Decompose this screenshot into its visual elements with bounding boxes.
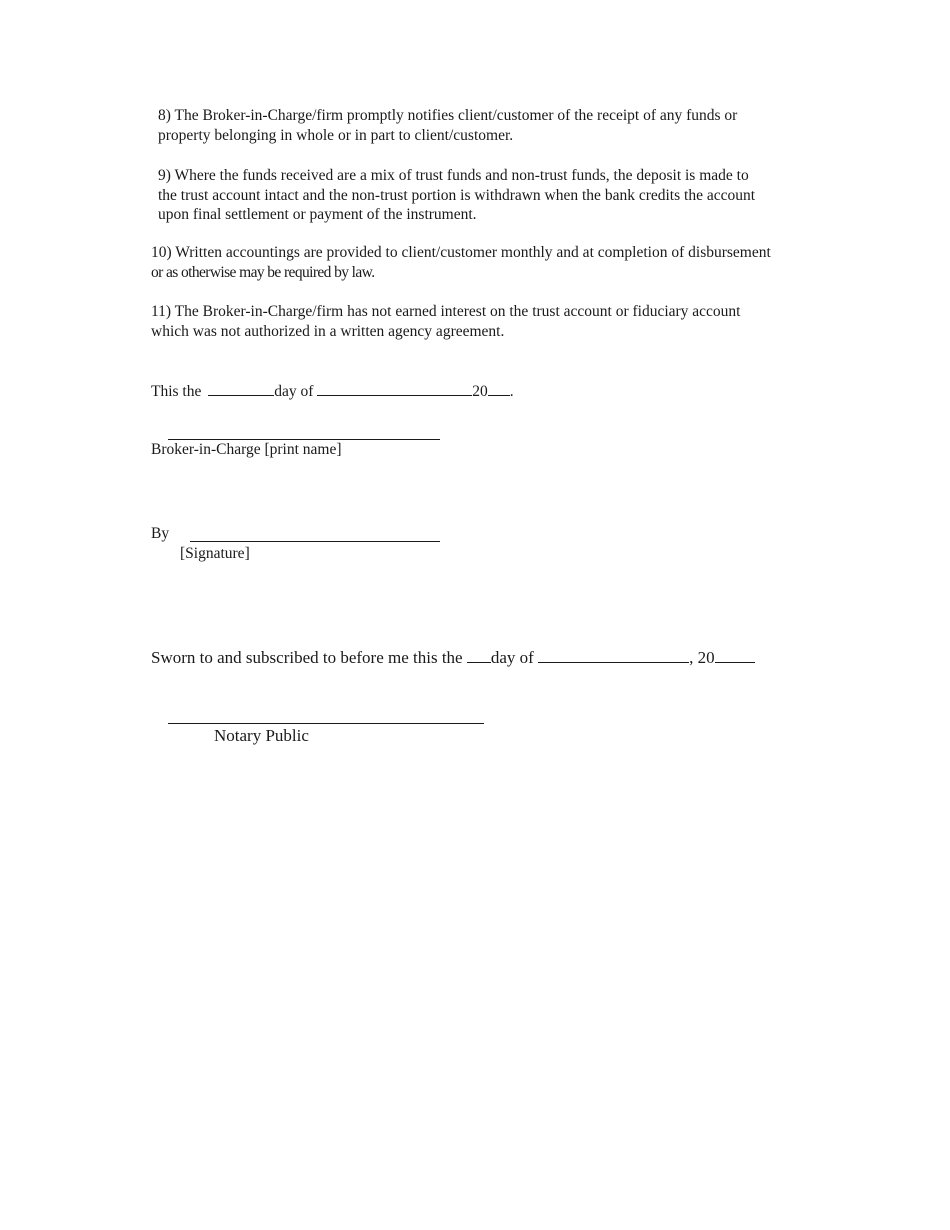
sworn-month-blank[interactable] — [538, 647, 689, 663]
date-line-day-of: day of — [274, 383, 314, 400]
item-11-line-2: which was not authorized in a written agency agreement. — [151, 322, 505, 340]
broker-label: Broker-in-Charge — [151, 441, 261, 458]
item-9-line-3: upon final settlement or payment of the instrument. — [158, 206, 477, 223]
item-11-line-1: 11) The Broker-in-Charge/firm has not earned interest on the trust account or fiduciary account — [151, 303, 741, 320]
month-blank[interactable] — [317, 381, 472, 396]
date-line-end: . — [509, 383, 514, 400]
item-10-line-2: or as otherwise may be required by law. — [151, 263, 375, 281]
item-10-paragraph — [151, 243, 771, 282]
notary-signature-line[interactable] — [168, 723, 484, 724]
sworn-line — [151, 647, 755, 668]
item-9-line-1: 9) Where the funds received are a mix of trust funds and non-trust funds, the deposit is made to — [158, 167, 749, 184]
day-blank[interactable] — [208, 381, 274, 396]
item-8-paragraph — [158, 106, 737, 145]
sworn-day-blank[interactable] — [467, 647, 491, 663]
year-blank[interactable] — [488, 381, 510, 396]
date-line-prefix: This the — [151, 383, 202, 400]
sworn-year-blank[interactable] — [715, 647, 755, 663]
notary-label: Notary Public — [214, 726, 309, 745]
item-8-line-1: 8) The Broker-in-Charge/firm promptly notifies client/customer of the receipt of any funds or — [158, 107, 738, 124]
sworn-prefix: Sworn to and subscribed to before me this the — [151, 648, 463, 667]
by-label: By — [151, 525, 170, 542]
sworn-year-prefix: , 20 — [689, 648, 715, 667]
item-11-paragraph — [151, 302, 741, 341]
sworn-day-of: day of — [490, 648, 534, 667]
signature-line[interactable] — [190, 541, 440, 542]
item-10-line-1: 10) Written accountings are provided to client/customer monthly and at completion of disbursement — [151, 244, 771, 261]
date-line — [151, 381, 514, 402]
signature-hint: [Signature] — [180, 545, 250, 562]
date-line-year-prefix: 20 — [472, 383, 488, 400]
broker-label-row — [151, 440, 342, 460]
broker-print-name-hint: [print name] — [264, 441, 342, 458]
item-9-paragraph — [158, 166, 755, 225]
item-8-line-2: property belonging in whole or in part to client/customer. — [158, 126, 514, 144]
item-9-line-2: the trust account intact and the non-trust portion is withdrawn when the bank credits the account — [158, 186, 756, 204]
